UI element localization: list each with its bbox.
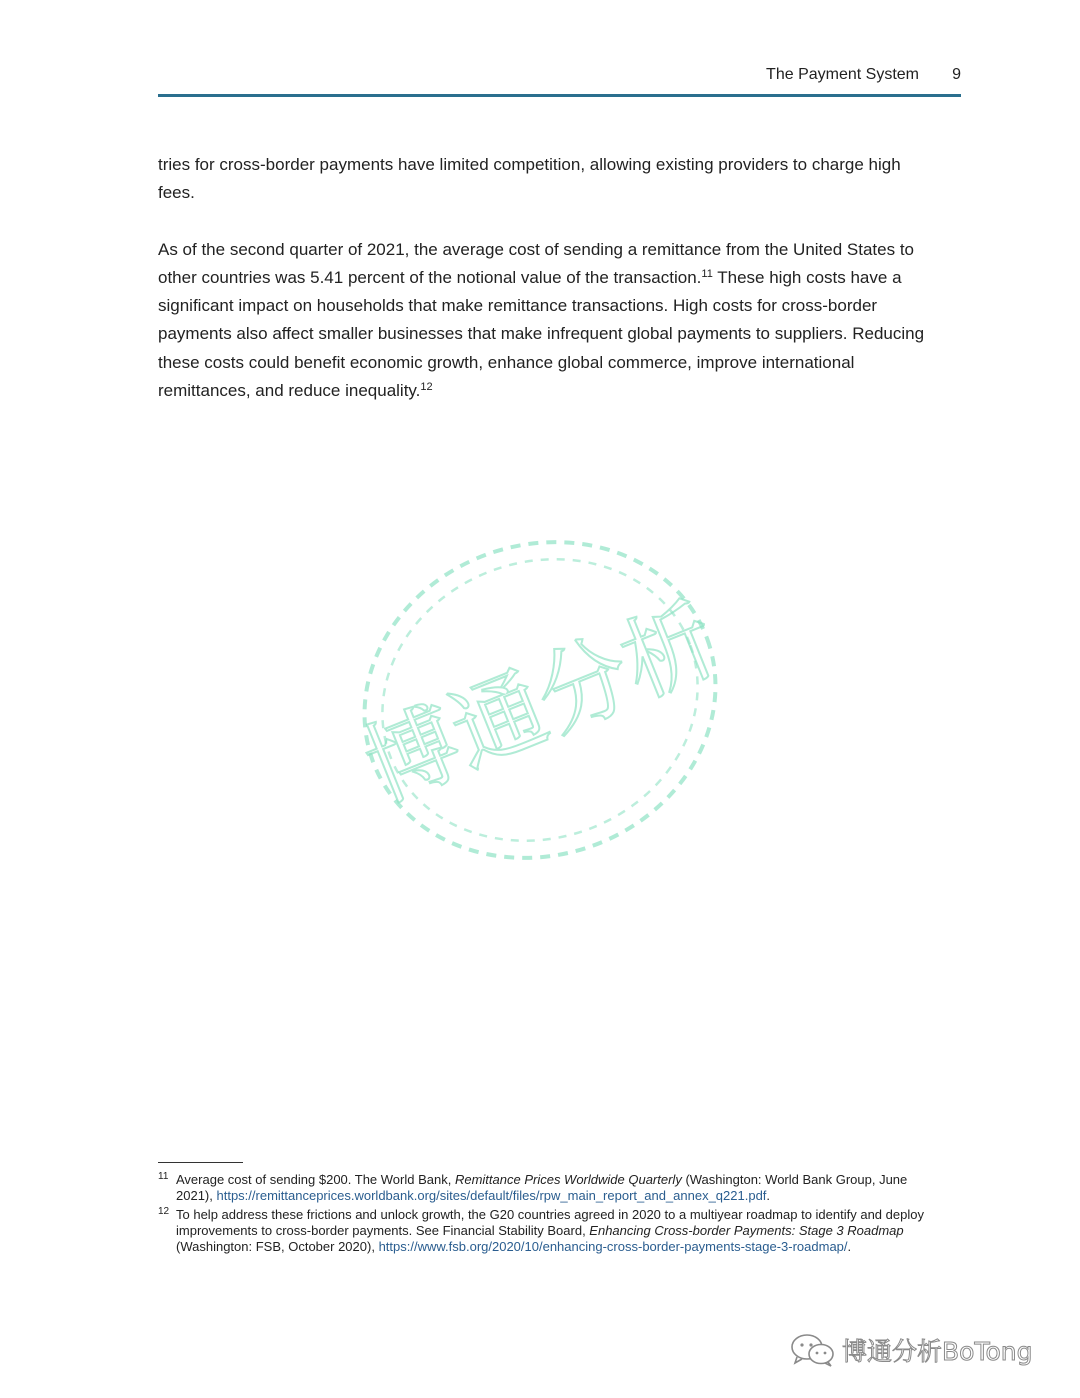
footnote-text: Average cost of sending $200. The World Bank,: [176, 1172, 455, 1187]
paragraph-2: [158, 236, 928, 406]
footnote-title: Remittance Prices Worldwide Quarterly: [454, 1172, 682, 1187]
footnotes: [158, 1172, 928, 1258]
page-number: 9: [952, 66, 961, 83]
footnote-ref-11[interactable]: 11: [701, 267, 713, 280]
paragraph-2-text-a: As of the second quarter of 2021, the average cost of sending a remittance from the United States to other countries was 5.41 percent of the notional value of the transaction.: [158, 239, 915, 287]
footnote-number: 11: [158, 1171, 169, 1182]
paragraph-1: tries for cross-border payments have limited competition, allowing existing providers to charge high fees.: [158, 155, 901, 203]
footnote-text: To help address these frictions and unlock growth, the G20 countries agreed in 2020 to a multiyear roadmap to identify and deploy improvements to cross-border payments. See Financial Stability Board,: [176, 1207, 924, 1238]
footnote-text: (Washington: World Bank Group, June 2021),: [176, 1172, 908, 1203]
footnote-11: [158, 1172, 928, 1204]
footnote-link[interactable]: https://www.fsb.org/2020/10/enhancing-cross-border-payments-stage-3-roadmap/: [378, 1239, 848, 1254]
footnote-divider: [158, 1162, 243, 1163]
footnote-ref-12[interactable]: 12: [420, 381, 433, 394]
page-header: [158, 64, 961, 97]
header-title: The Payment System: [766, 66, 919, 83]
stamp-text: 博通分析: [350, 584, 732, 822]
footnote-title: Enhancing Cross-border Payments: Stage 3 Roadmap: [589, 1223, 904, 1238]
footnote-link[interactable]: https://remittanceprices.worldbank.org/sites/default/files/rpw_main_report_and_annex_q221.pdf: [216, 1188, 767, 1203]
footnote-text: .: [847, 1239, 852, 1254]
footnote-12: [158, 1207, 928, 1255]
wechat-watermark: [790, 1330, 1032, 1370]
footnote-number: 12: [158, 1206, 170, 1217]
watermark-text: 博通分析BoTong: [842, 1337, 1033, 1366]
footnote-text: (Washington: FSB, October 2020),: [176, 1239, 379, 1254]
paragraph-2-text-b: These high costs have a significant impact on households that make remittance transactions. High costs for cross-border payments also affect smaller businesses that make infrequent global payments to suppliers. Reducing these costs could benefit economic growth, enhance global commerce, improve international remittances, and reduce inequality.: [158, 267, 925, 401]
body-text: [158, 151, 928, 433]
footnote-text: .: [766, 1188, 771, 1203]
stamp-watermark: [345, 520, 735, 880]
wechat-icon: [790, 1333, 836, 1367]
